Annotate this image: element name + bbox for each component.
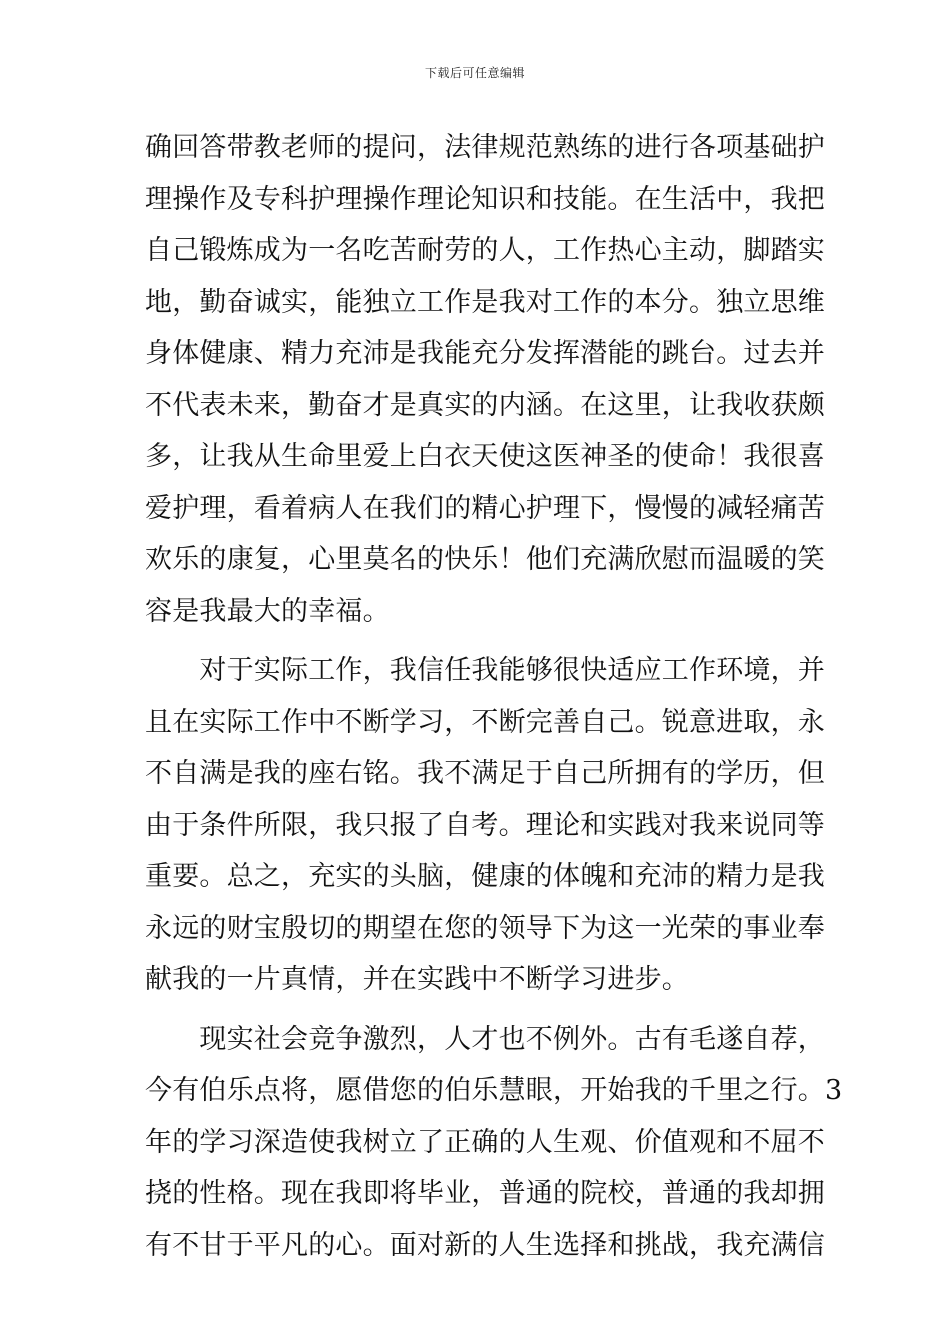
text-line: 爱护理，看着病人在我们的精心护理下，慢慢的减轻痛苦 — [145, 492, 825, 524]
text-line: 理操作及专科护理操作理论知识和技能。在生活中，我把 — [145, 183, 825, 215]
text-line: 地，勤奋诚实，能独立工作是我对工作的本分。独立思维 — [145, 286, 825, 318]
text-line: 对于实际工作，我信任我能够很快适应工作环境，并 — [145, 655, 825, 686]
paragraph — [145, 122, 825, 637]
text-line: 不自满是我的座右铭。我不满足于自己所拥有的学历，但 — [145, 758, 825, 789]
text-line: 自己锻炼成为一名吃苦耐劳的人，工作热心主动，脚踏实 — [145, 235, 825, 266]
header-note: 下载后可任意编辑 — [424, 66, 525, 80]
text-line: 献我的一片真情，并在实践中不断学习进步。 — [145, 964, 689, 995]
text-line: 挠的性格。现在我即将毕业，普通的院校，普通的我却拥 — [145, 1178, 825, 1209]
paragraph — [145, 1014, 843, 1272]
text-line: 容是我最大的幸福。 — [145, 595, 390, 627]
text-line: 身体健康、精力充沛是我能充分发挥潜能的跳台。过去并 — [145, 338, 825, 369]
text-line: 由于条件所限，我只报了自考。理论和实践对我来说同等 — [145, 809, 825, 841]
text-line: 重要。总之，充实的头脑，健康的体魄和充沛的精力是我 — [145, 861, 825, 892]
text-line: 不代表未来，勤奋才是真实的内涵。在这里，让我收获颇 — [145, 389, 825, 421]
text-line: 永远的财宝殷切的期望在您的领导下为这一光荣的事业奉 — [145, 912, 825, 944]
paragraph-gap — [145, 1006, 805, 1014]
text-line: 且在实际工作中不断学习，不断完善自己。锐意进取，永 — [145, 706, 825, 738]
text-line: 有不甘于平凡的心。面对新的人生选择和挑战，我充满信 — [145, 1229, 825, 1261]
paragraph — [145, 645, 825, 1006]
text-line: 今有伯乐点将，愿借您的伯乐慧眼，开始我的千里之行。3 — [145, 1075, 843, 1106]
text-line: 年的学习深造使我树立了正确的人生观、价值观和不屈不 — [145, 1126, 825, 1158]
text-line: 现实社会竞争激烈，人才也不例外。古有毛遂自荐， — [145, 1023, 825, 1055]
paragraph-gap — [145, 637, 805, 645]
text-line: 确回答带教老师的提问，法律规范熟练的进行各项基础护 — [145, 132, 825, 163]
body-text — [145, 122, 843, 1271]
text-line: 欢乐的康复，心里莫名的快乐！他们充满欣慰而温暖的笑 — [145, 544, 825, 575]
text-line: 多，让我从生命里爱上白衣天使这医神圣的使命！我很喜 — [145, 441, 825, 472]
